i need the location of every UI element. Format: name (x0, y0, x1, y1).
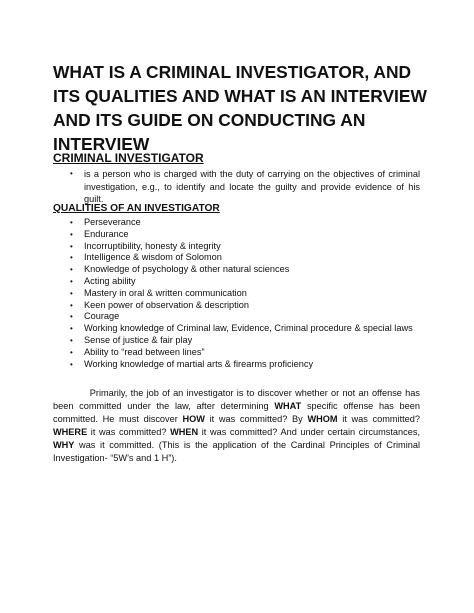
list-item (70, 323, 420, 335)
quality-label: Ability to “read between lines” (84, 346, 205, 357)
list-item (70, 264, 420, 276)
bullet-icon: • (70, 265, 73, 275)
paragraph-text: it was committed? (87, 427, 171, 437)
paragraph-text: specific offense has been committed. He must discover (53, 401, 420, 424)
paragraph-text: it was committed? And under certain circumstances, (198, 427, 420, 437)
keyword-how: HOW (182, 414, 205, 424)
quality-label: Keen power of observation & description (84, 299, 249, 310)
keyword-where: WHERE (53, 427, 88, 437)
list-item (70, 241, 420, 253)
paragraph-text: was it committed. (This is the application of the Cardinal Principles of Criminal Investigation- “5W’s and 1 H”). (53, 440, 420, 463)
quality-label: Endurance (84, 228, 129, 239)
list-item (70, 288, 420, 300)
paragraph-text: it was committed? (337, 414, 420, 424)
keyword-when: WHEN (170, 427, 199, 437)
bullet-icon: • (70, 300, 73, 310)
bullet-icon: • (70, 312, 73, 322)
keyword-whom: WHOM (307, 414, 338, 424)
bullet-icon: • (70, 347, 73, 357)
list-item (70, 252, 420, 264)
paragraph-text: Primarily, the job of an investigator is to discover whether or not an offense has been committed under the law, after determining (53, 388, 420, 411)
quality-label: Acting ability (84, 275, 136, 286)
quality-label: Sense of justice & fair play (84, 334, 193, 345)
bullet-icon: • (70, 241, 73, 251)
bullet-icon: • (70, 324, 73, 334)
bullet-icon: • (70, 288, 73, 298)
bullet-icon: • (70, 253, 73, 263)
bullet-icon: • (70, 218, 73, 227)
bullet-icon: • (70, 335, 73, 345)
list-item (70, 276, 420, 288)
list-item (70, 217, 420, 229)
bullet-icon: • (70, 359, 73, 369)
quality-label: Courage (84, 311, 120, 322)
list-item (70, 347, 420, 359)
qualities-heading: QUALITIES OF AN INVESTIGATOR (53, 203, 220, 214)
quality-label: Intelligence & wisdom of Solomon (84, 252, 222, 263)
qualities-list (70, 217, 420, 370)
list-item (70, 335, 420, 347)
list-item (70, 229, 420, 241)
list-item (70, 359, 420, 371)
criminal-investigator-heading: CRIMINAL INVESTIGATOR (53, 151, 204, 165)
bullet-icon: • (70, 169, 73, 178)
document-title: WHAT IS A CRIMINAL INVESTIGATOR, AND ITS QUALITIES AND WHAT IS AN INTERVIEW AND ITS GUIDE ON CONDUCTING AN INTERVIEW (53, 62, 427, 154)
quality-label: Mastery in oral & written communication (84, 287, 247, 298)
quality-label: Working knowledge of Criminal law, Evidence, Criminal procedure & special laws (84, 323, 413, 334)
keyword-what: WHAT (274, 401, 302, 411)
paragraph-indent (53, 388, 90, 398)
list-item (70, 300, 420, 312)
quality-label: Knowledge of psychology & other natural sciences (84, 264, 290, 275)
quality-label: Incorruptibility, honesty & integrity (84, 240, 221, 251)
bullet-icon: • (70, 276, 73, 286)
quality-label: Perseverance (84, 217, 141, 227)
paragraph-text: it was committed? By (204, 414, 308, 424)
investigator-job-paragraph (53, 387, 420, 465)
keyword-why: WHY (53, 440, 75, 450)
quality-label: Working knowledge of martial arts & firearms proficiency (84, 358, 314, 369)
definition-text: is a person who is charged with the duty of carrying on the objectives of criminal investigation, e.g., to identify and locate the guilty and provide evidence of his guilt. (84, 169, 420, 204)
list-item (70, 311, 420, 323)
bullet-icon: • (70, 229, 73, 239)
